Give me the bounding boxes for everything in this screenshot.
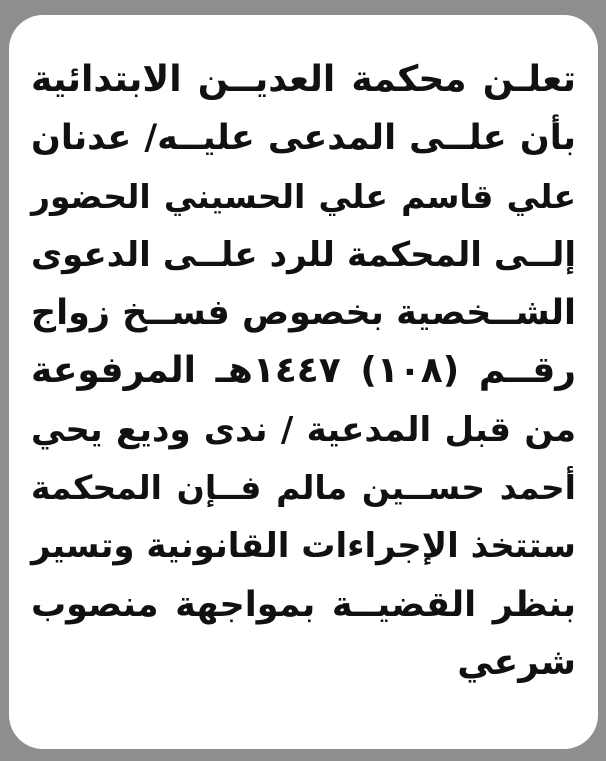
notice-line-7: من قبل المدعية / ندى وديع يحي bbox=[31, 409, 576, 450]
notice-line-4: إلــى المحكمة للرد علــى الدعوى bbox=[31, 234, 576, 275]
notice-line-8: أحمد حســين مالم فــإن المحكمة bbox=[31, 468, 576, 508]
court-notice-text bbox=[31, 51, 576, 692]
notice-line-6: رقــم (١٠٨) ١٤٤٧هـ المرفوعة bbox=[31, 350, 576, 392]
notice-line-5: الشــخصية بخصوص فســخ زواج bbox=[30, 293, 576, 334]
notice-card bbox=[9, 15, 598, 749]
notice-line-9: ستتخذ الإجراءات القانونية وتسير bbox=[31, 526, 576, 567]
notice-line-2: بأن علــى المدعى عليــه/ عدنان bbox=[31, 118, 576, 159]
notice-line-3: علي قاسم علي الحسيني الحضور bbox=[31, 176, 576, 216]
notice-line-1: تعلـن محكمة العديــن الابتدائية bbox=[31, 59, 576, 100]
notice-line-11: شرعي bbox=[457, 641, 576, 683]
notice-line-10: بنظر القضيــة بمواجهة منصوب bbox=[31, 584, 576, 625]
